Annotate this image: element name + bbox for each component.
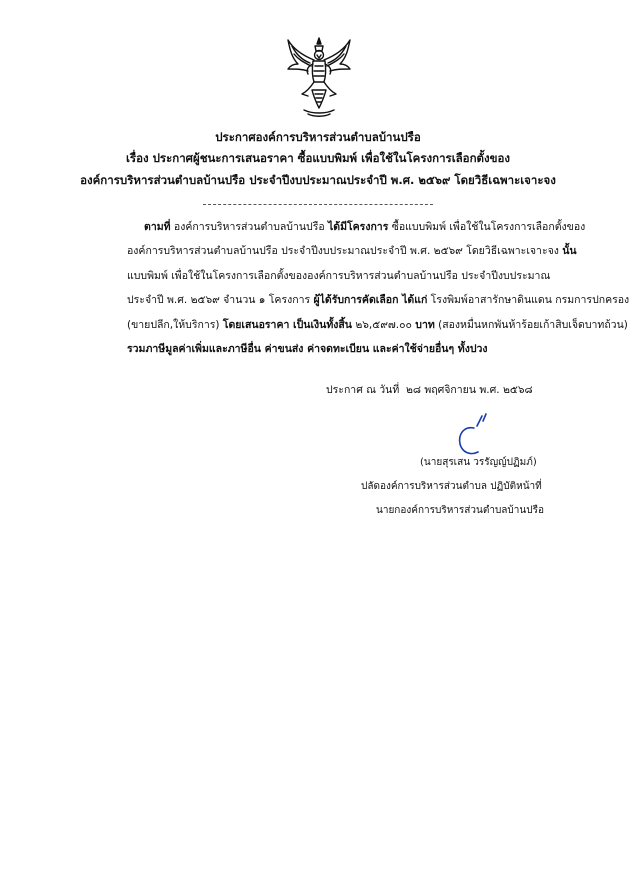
signer-organization: นายกองค์การบริหารส่วนตำบลบ้านปรือ bbox=[376, 505, 544, 516]
document-subject-continued: องค์การบริหารส่วนตำบลบ้านปรือ ประจำปีงบประมาณประจำปี พ.ศ. ๒๕๖๙ โดยวิธีเฉพาะเจาะจง bbox=[80, 173, 556, 187]
body-line-5 bbox=[127, 317, 628, 333]
body-text: ซื้อแบบพิมพ์ เพื่อใช้ในโครงการเลือกตั้งของ bbox=[388, 221, 586, 233]
body-line-6 bbox=[127, 341, 488, 357]
body-line-2 bbox=[127, 243, 577, 259]
body-text: โดยเสนอราคา เป็นเงินทั้งสิ้น bbox=[222, 319, 352, 331]
body-text: องค์การบริหารส่วนตำบลบ้านปรือ ประจำปีงบประมาณประจำปี พ.ศ. ๒๕๖๙ โดยวิธีเฉพาะเจาะจง bbox=[127, 245, 563, 257]
document-subject: เรื่อง ประกาศผู้ชนะการเสนอราคา ซื้อแบบพิมพ์ เพื่อใช้ในโครงการเลือกตั้งของ bbox=[125, 151, 511, 165]
body-text: แบบพิมพ์ เพื่อใช้ในโครงการเลือกตั้งขององค์การบริหารส่วนตำบลบ้านปรือ ประจำปีงบประมาณ bbox=[127, 270, 551, 282]
body-text: (สองหมื่นหกพันห้าร้อยเก้าสิบเจ็ดบาทถ้วน) bbox=[434, 319, 628, 331]
body-text: ผู้ได้รับการคัดเลือก ได้แก่ bbox=[313, 294, 428, 306]
body-text: บาท bbox=[415, 319, 435, 331]
body-text: ตามที่ bbox=[144, 221, 171, 233]
body-text: โรงพิมพ์อาสารักษาดินแดน กรมการปกครอง bbox=[427, 294, 630, 306]
body-text: องค์การบริหารส่วนตำบลบ้านปรือ bbox=[170, 221, 328, 233]
announcement-label: ประกาศ ณ วันที่ bbox=[326, 384, 400, 396]
signer-position: ปลัดองค์การบริหารส่วนตำบล ปฏิบัติหน้าที่ bbox=[361, 481, 542, 492]
body-text: รวมภาษีมูลค่าเพิ่มและภาษีอื่น ค่าขนส่ง ค่าจดทะเบียน และค่าใช้จ่ายอื่นๆ ทั้งปวง bbox=[127, 343, 488, 355]
body-text: นั้น bbox=[562, 245, 577, 257]
document-title: ประกาศองค์การบริหารส่วนตำบลบ้านปรือ bbox=[215, 130, 421, 144]
garuda-emblem-icon bbox=[284, 36, 354, 118]
body-text: (ขายปลีก,ให้บริการ) bbox=[127, 319, 223, 331]
announcement-date-line bbox=[326, 382, 533, 398]
announcement-date: ๒๘ พฤศจิกายน พ.ศ. ๒๕๖๘ bbox=[405, 384, 533, 396]
body-line-1 bbox=[144, 219, 585, 235]
signer-name: (นายสุรเสน วรรัญญ์ปฏิมภ์) bbox=[420, 457, 537, 468]
body-text: ๒๖,๕๙๗.๐๐ bbox=[351, 319, 416, 331]
body-line-3 bbox=[127, 268, 550, 284]
header-divider bbox=[203, 204, 433, 205]
body-text: ได้มีโครงการ bbox=[328, 221, 389, 233]
body-line-4 bbox=[127, 292, 629, 308]
body-text: ประจำปี พ.ศ. ๒๕๖๙ จำนวน ๑ โครงการ bbox=[127, 294, 314, 306]
